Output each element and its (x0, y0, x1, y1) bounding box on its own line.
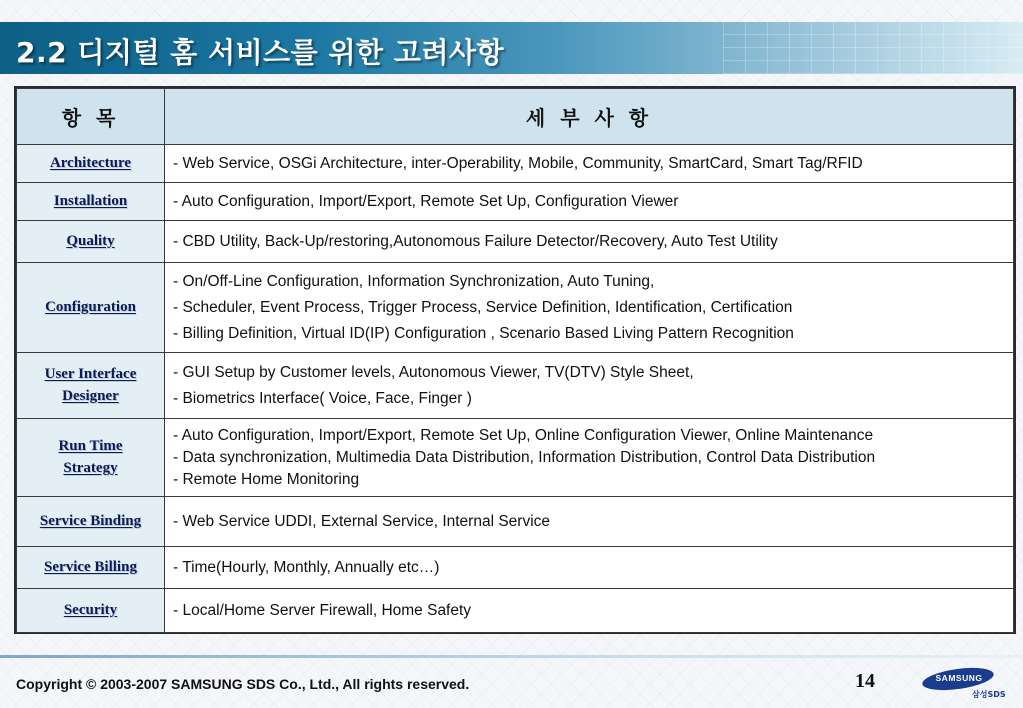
row-item-label (17, 183, 165, 221)
row-detail (165, 419, 1014, 497)
row-item-label (17, 589, 165, 633)
detail-line: - On/Off-Line Configuration, Information Synchronization, Auto Tuning, (173, 272, 655, 290)
row-item-label (17, 547, 165, 589)
item-label-line: Security (63, 601, 118, 618)
detail-line: - Biometrics Interface( Voice, Face, Finger ) (173, 389, 472, 407)
row-detail (165, 145, 1014, 183)
detail-line: - Billing Definition, Virtual ID(IP) Configuration , Scenario Based Living Pattern Recognition (173, 324, 794, 342)
row-detail (165, 497, 1014, 547)
table-header-row (17, 89, 1014, 145)
detail-line: - CBD Utility, Back-Up/restoring,Autonomous Failure Detector/Recovery, Auto Test Utility (173, 232, 778, 250)
row-item-label (17, 497, 165, 547)
logo-sub-text: 삼성SDS (972, 690, 1006, 699)
detail-line: - Web Service UDDI, External Service, Internal Service (173, 512, 551, 530)
row-item-label (17, 353, 165, 419)
item-label-line: Architecture (49, 154, 132, 171)
detail-line: - Auto Configuration, Import/Export, Remote Set Up, Configuration Viewer (173, 192, 679, 210)
item-label-line: Run Time (58, 437, 123, 454)
table-row (17, 497, 1014, 547)
row-item-label (17, 145, 165, 183)
row-item-label (17, 263, 165, 353)
row-detail (165, 589, 1014, 633)
row-detail (165, 353, 1014, 419)
table-body (17, 145, 1014, 633)
title-bar-decoration (723, 22, 1023, 74)
item-label-line: Installation (53, 192, 128, 209)
footer-divider (0, 655, 1023, 658)
slide-title: 2.2 디지털 홈 서비스를 위한 고려사항 (16, 36, 505, 69)
logo-brand-text: SAMSUNG (935, 673, 983, 683)
detail-line: - Scheduler, Event Process, Trigger Process, Service Definition, Identification, Certification (173, 298, 793, 316)
item-label-line: Quality (66, 232, 115, 249)
item-label-line: Configuration (45, 298, 136, 315)
item-label-line: Service Binding (39, 512, 142, 529)
detail-line: - GUI Setup by Customer levels, Autonomous Viewer, TV(DTV) Style Sheet, (173, 363, 694, 381)
samsung-sds-logo (922, 667, 1012, 701)
detail-line: - Auto Configuration, Import/Export, Remote Set Up, Online Configuration Viewer, Online Maintenance (173, 426, 874, 444)
copyright-text: Copyright © 2003-2007 SAMSUNG SDS Co., Ltd., All rights reserved. (16, 676, 470, 692)
header-item: 항 목 (17, 89, 165, 145)
row-detail (165, 183, 1014, 221)
detail-line: - Local/Home Server Firewall, Home Safety (173, 601, 472, 619)
item-label-line: User Interface (44, 365, 137, 382)
item-label-line: Designer (62, 387, 119, 404)
detail-line: - Web Service, OSGi Architecture, inter-Operability, Mobile, Community, SmartCard, Smart Tag/RFID (173, 154, 863, 172)
page-number: 14 (855, 670, 875, 692)
table-row (17, 183, 1014, 221)
item-label-line: Strategy (63, 459, 118, 476)
detail-line: - Data synchronization, Multimedia Data Distribution, Information Distribution, Control Data Distribution (173, 448, 876, 466)
table-row (17, 263, 1014, 353)
detail-line: - Remote Home Monitoring (173, 470, 360, 488)
item-label-line: Service Billing (44, 558, 137, 575)
table-row (17, 145, 1014, 183)
row-detail (165, 221, 1014, 263)
table-row (17, 353, 1014, 419)
row-detail (165, 547, 1014, 589)
table-row (17, 589, 1014, 633)
row-detail (165, 263, 1014, 353)
considerations-table (16, 88, 1014, 633)
table-row (17, 419, 1014, 497)
header-detail: 세 부 사 항 (165, 89, 1014, 145)
table-row (17, 221, 1014, 263)
detail-line: - Time(Hourly, Monthly, Annually etc…) (173, 558, 440, 576)
row-item-label (17, 221, 165, 263)
table-row (17, 547, 1014, 589)
row-item-label (17, 419, 165, 497)
considerations-table-frame (14, 86, 1016, 634)
